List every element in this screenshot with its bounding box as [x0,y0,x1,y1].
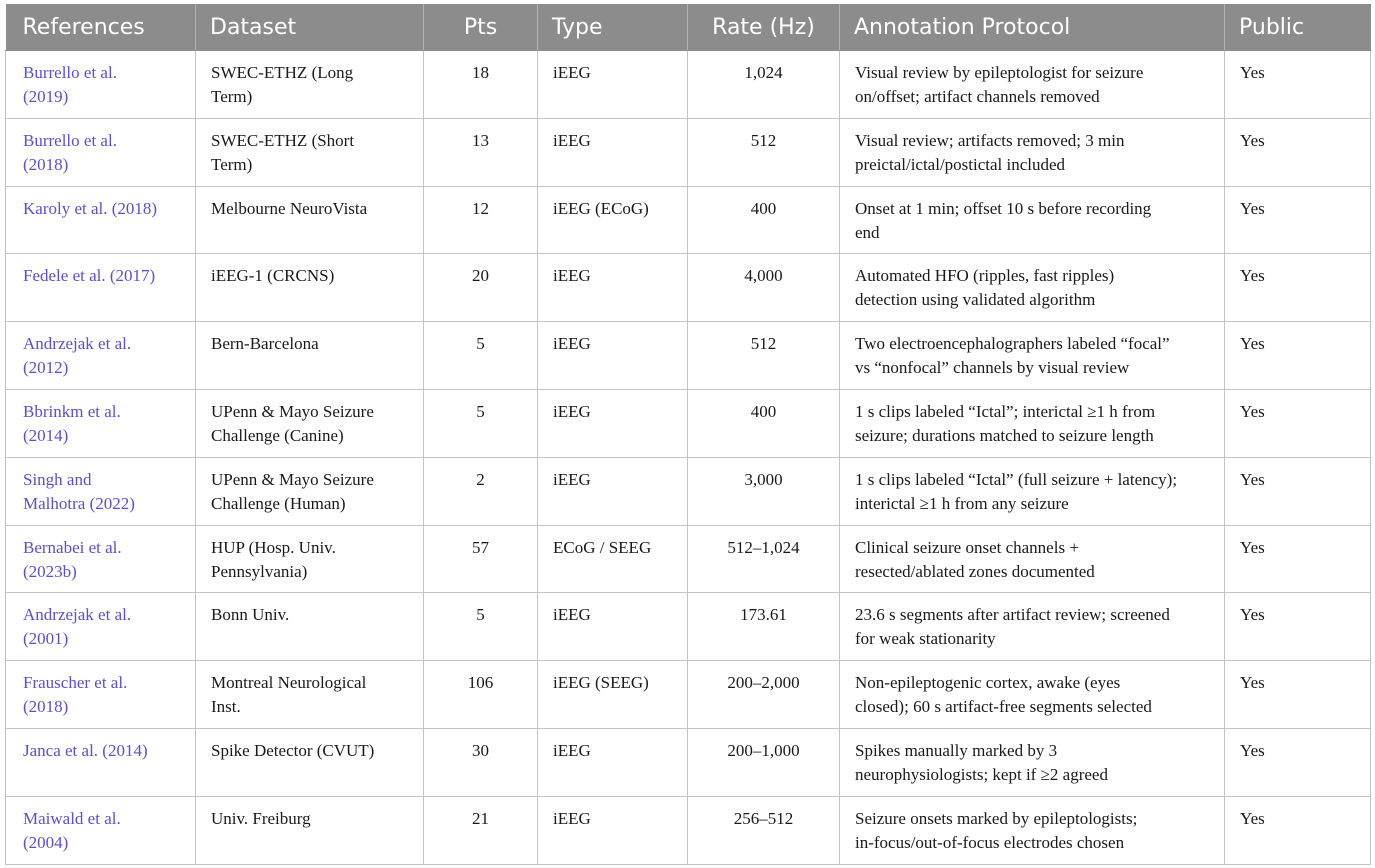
reference-link[interactable] [6,796,196,864]
dataset-cell [196,389,424,457]
header-pts: Pts [424,4,538,51]
table-row [6,389,1371,457]
header-references: References [6,4,196,51]
table-row [6,322,1371,390]
protocol-text: 23.6 s segments after artifact review; screened [855,605,1170,625]
annotation-protocol-cell [840,254,1225,322]
rate-cell: 200–1,000 [688,728,840,796]
dataset-cell [196,51,424,119]
table-row [6,593,1371,661]
protocol-text: interictal ≥1 h from any seizure [855,493,1069,513]
protocol-text: detection using validated algorithm [855,290,1096,310]
dataset-cell [196,796,424,864]
protocol-text: Two electroencephalographers labeled “focal” [855,334,1170,354]
dataset-text: UPenn & Mayo Seizure [211,401,374,421]
protocol-text: Clinical seizure onset channels + [855,537,1079,557]
protocol-text: Onset at 1 min; offset 10 s before recording [855,198,1152,218]
annotation-protocol-cell [840,728,1225,796]
reference-text: Karoly et al. (2018) [23,198,158,218]
protocol-text: Spikes manually marked by 3 [855,740,1058,760]
dataset-text: Term) [211,154,253,174]
protocol-text: neurophysiologists; kept if ≥2 agreed [855,764,1108,784]
annotation-protocol-cell [840,322,1225,390]
annotation-protocol-cell [840,796,1225,864]
rate-cell: 400 [688,389,840,457]
pts-cell: 13 [424,118,538,186]
type-cell: iEEG [538,457,688,525]
type-cell: iEEG [538,593,688,661]
table-row [6,186,1371,254]
public-cell: Yes [1225,661,1371,729]
dataset-cell [196,525,424,593]
dataset-text: Melbourne NeuroVista [211,198,368,218]
pts-cell: 20 [424,254,538,322]
annotation-protocol-cell [840,389,1225,457]
table-row [6,118,1371,186]
reference-text: Bbrinkm et al. [23,401,121,421]
type-cell: iEEG [538,389,688,457]
reference-text: Burrello et al. [23,63,117,82]
rate-cell: 512 [688,118,840,186]
protocol-text: in-focus/out-of-focus electrodes chosen [855,832,1125,852]
rate-cell: 1,024 [688,51,840,119]
dataset-text: UPenn & Mayo Seizure [211,469,374,489]
pts-cell: 5 [424,593,538,661]
pts-cell: 2 [424,457,538,525]
pts-cell: 18 [424,51,538,119]
reference-text: (2023b) [23,561,77,581]
public-cell: Yes [1225,525,1371,593]
rate-cell: 200–2,000 [688,661,840,729]
type-cell: iEEG (SEEG) [538,661,688,729]
type-cell: iEEG (ECoG) [538,186,688,254]
header-rate: Rate (Hz) [688,4,840,51]
dataset-text: SWEC-ETHZ (Long [211,63,354,82]
reference-text: Malhotra (2022) [23,493,135,513]
reference-text: (2019) [23,87,69,106]
annotation-protocol-cell [840,661,1225,729]
pts-cell: 5 [424,322,538,390]
dataset-text: iEEG-1 (CRCNS) [211,266,335,286]
type-cell: iEEG [538,51,688,119]
reference-text: Fedele et al. (2017) [23,266,156,286]
protocol-text: on/offset; artifact channels removed [855,87,1100,106]
dataset-text: Spike Detector (CVUT) [211,740,375,760]
dataset-text: Montreal Neurological [211,673,367,693]
table-row [6,457,1371,525]
reference-text: Maiwald et al. [23,808,121,828]
reference-text: (2004) [23,832,69,852]
rate-cell: 512 [688,322,840,390]
dataset-text: Univ. Freiburg [211,808,311,828]
protocol-text: 1 s clips labeled “Ictal”; interictal ≥1 h from [855,401,1156,421]
table-row [6,51,1371,119]
pts-cell: 5 [424,389,538,457]
dataset-cell [196,322,424,390]
type-cell: ECoG / SEEG [538,525,688,593]
rate-cell: 3,000 [688,457,840,525]
table-row [6,796,1371,864]
public-cell: Yes [1225,186,1371,254]
header-annotation-protocol: Annotation Protocol [840,4,1225,51]
header-public: Public [1225,4,1371,51]
dataset-text: Bern-Barcelona [211,334,319,354]
dataset-text: Challenge (Human) [211,493,346,513]
dataset-text: SWEC-ETHZ (Short [211,130,355,150]
public-cell: Yes [1225,457,1371,525]
rate-cell: 173.61 [688,593,840,661]
protocol-text: Non-epileptogenic cortex, awake (eyes [855,673,1121,693]
dataset-text: Pennsylvania) [211,561,308,581]
reference-text: Frauscher et al. [23,673,128,693]
annotation-protocol-cell [840,525,1225,593]
header-dataset: Dataset [196,4,424,51]
annotation-protocol-cell [840,593,1225,661]
table-row [6,661,1371,729]
reference-text: Andrzejak et al. [23,605,132,625]
dataset-text: Term) [211,87,253,106]
dataset-text: Bonn Univ. [211,605,290,625]
reference-link[interactable] [6,457,196,525]
public-cell: Yes [1225,728,1371,796]
dataset-cell [196,593,424,661]
annotation-protocol-cell [840,118,1225,186]
dataset-text: Inst. [211,697,241,717]
reference-text: Janca et al. (2014) [23,740,148,760]
reference-link[interactable] [6,186,196,254]
reference-text: (2014) [23,425,69,445]
rate-cell: 256–512 [688,796,840,864]
dataset-cell [196,254,424,322]
pts-cell: 21 [424,796,538,864]
protocol-text: Visual review; artifacts removed; 3 min [855,130,1125,150]
public-cell: Yes [1225,51,1371,119]
reference-link[interactable] [6,51,196,119]
reference-link[interactable] [6,593,196,661]
reference-text: Singh and [23,469,92,489]
reference-text: Burrello et al. [23,130,117,150]
protocol-text: 1 s clips labeled “Ictal” (full seizure + latency); [855,469,1178,489]
rate-cell: 4,000 [688,254,840,322]
annotation-protocol-cell [840,457,1225,525]
dataset-text: Challenge (Canine) [211,425,344,445]
table-row [6,525,1371,593]
reference-link[interactable] [6,118,196,186]
public-cell: Yes [1225,118,1371,186]
pts-cell: 106 [424,661,538,729]
table-row [6,728,1371,796]
pts-cell: 57 [424,525,538,593]
protocol-text: end [855,222,880,242]
table-body [6,51,1371,865]
protocol-text: vs “nonfocal” channels by visual review [855,358,1130,378]
protocol-text: Visual review by epileptologist for seizure [855,63,1144,82]
table-header [6,4,1371,51]
type-cell: iEEG [538,254,688,322]
public-cell: Yes [1225,593,1371,661]
annotation-protocol-cell [840,186,1225,254]
reference-text: Bernabei et al. [23,537,122,557]
type-cell: iEEG [538,796,688,864]
type-cell: iEEG [538,728,688,796]
reference-link[interactable] [6,254,196,322]
header-type: Type [538,4,688,51]
dataset-cell [196,728,424,796]
reference-text: Andrzejak et al. [23,334,132,354]
reference-link[interactable] [6,322,196,390]
dataset-cell [196,457,424,525]
protocol-text: Automated HFO (ripples, fast ripples) [855,266,1115,286]
dataset-cell [196,118,424,186]
reference-link[interactable] [6,661,196,729]
public-cell: Yes [1225,322,1371,390]
protocol-text: Seizure onsets marked by epileptologists; [855,808,1138,828]
reference-link[interactable] [6,389,196,457]
reference-link[interactable] [6,728,196,796]
dataset-cell [196,661,424,729]
public-cell: Yes [1225,389,1371,457]
reference-text: (2012) [23,358,69,378]
protocol-text: preictal/ictal/postictal included [855,154,1066,174]
public-cell: Yes [1225,796,1371,864]
dataset-cell [196,186,424,254]
pts-cell: 12 [424,186,538,254]
dataset-text: HUP (Hosp. Univ. [211,537,336,557]
type-cell: iEEG [538,322,688,390]
annotation-protocol-cell [840,51,1225,119]
protocol-text: resected/ablated zones documented [855,561,1095,581]
protocol-text: for weak stationarity [855,629,996,649]
reference-link[interactable] [6,525,196,593]
rate-cell: 400 [688,186,840,254]
protocol-text: closed); 60 s artifact-free segments selected [855,697,1152,717]
type-cell: iEEG [538,118,688,186]
pts-cell: 30 [424,728,538,796]
reference-text: (2001) [23,629,69,649]
reference-text: (2018) [23,697,69,717]
protocol-text: seizure; durations matched to seizure length [855,425,1154,445]
datasets-table [5,4,1371,865]
rate-cell: 512–1,024 [688,525,840,593]
table-row [6,254,1371,322]
public-cell: Yes [1225,254,1371,322]
reference-text: (2018) [23,154,69,174]
